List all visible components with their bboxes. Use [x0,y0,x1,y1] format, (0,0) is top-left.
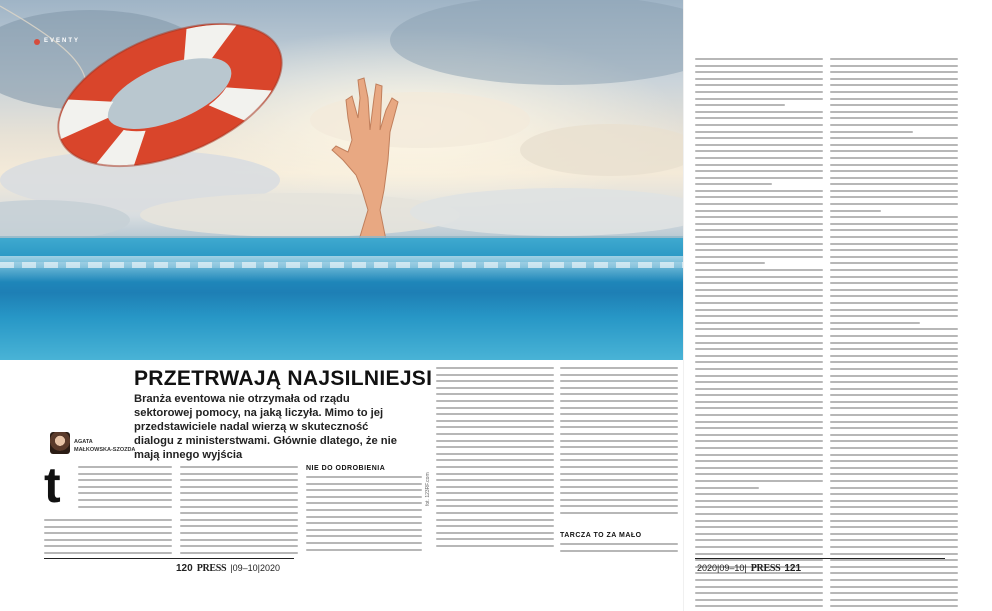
rubric-dot-icon [34,39,40,45]
spread-gutter [683,0,684,611]
author-avatar [50,432,70,454]
body-text-lines [306,476,422,551]
left-page-column-4 [436,367,554,552]
hero-photo-lifebuoy [0,0,683,360]
issue-date-left: |09–10|2020 [230,563,281,573]
left-page-column-5b [560,543,678,556]
left-page-column-3 [306,476,422,555]
magazine-brand-right: PRESS [750,563,781,574]
page-number-left: 120 [176,563,193,574]
issue-date-right: 2020|09–10| [697,563,747,573]
article-lead: Branża eventowa nie otrzymała od rządu sektorowej pomocy, na jaką liczyła. Mimo to jej przedstawiciele nadal wierzą w skuteczność dialogu z ministerstwami. Głównie dlatego, że nie mają innego wyjścia [134,393,397,461]
drop-cap: t [44,457,61,513]
folio-left [176,563,280,574]
folio-rule-left [44,558,294,559]
water-surface [0,256,683,282]
magazine-brand-left: PRESS [196,563,227,574]
author-first-name: AGATA [74,439,93,445]
author-last-name: MAŁKOWSKA-SZOZDA [74,447,136,453]
left-page-column-5 [560,367,678,519]
body-text-lines [78,466,172,508]
left-page-column-1a [78,466,172,512]
folio-right [697,563,801,574]
page-number-right: 121 [784,563,802,574]
photo-credit: fot. 123RF.com [425,472,431,506]
author-byline [74,438,135,454]
left-page-column-2 [180,466,298,558]
water-foam [0,262,683,268]
folio-rule-right [695,558,945,559]
body-text-lines [180,466,298,554]
body-text-lines [560,367,678,514]
section-rubric: EVENTY [44,38,81,44]
article-title: PRZETRWAJĄ NAJSILNIEJSI [134,367,433,390]
body-text-lines [695,58,823,611]
subhead-tarcza-to-za-malo: TARCZA TO ZA MAŁO [560,532,642,539]
body-text-lines [436,367,554,547]
subhead-nie-do-odrobienia: NIE DO ODROBIENIA [306,465,386,472]
body-text-lines [830,58,958,611]
body-text-lines [44,519,172,554]
left-page-column-1b [44,519,172,559]
right-page-column-2 [830,58,958,611]
body-text-lines [560,543,678,552]
right-page-column-1 [695,58,823,611]
